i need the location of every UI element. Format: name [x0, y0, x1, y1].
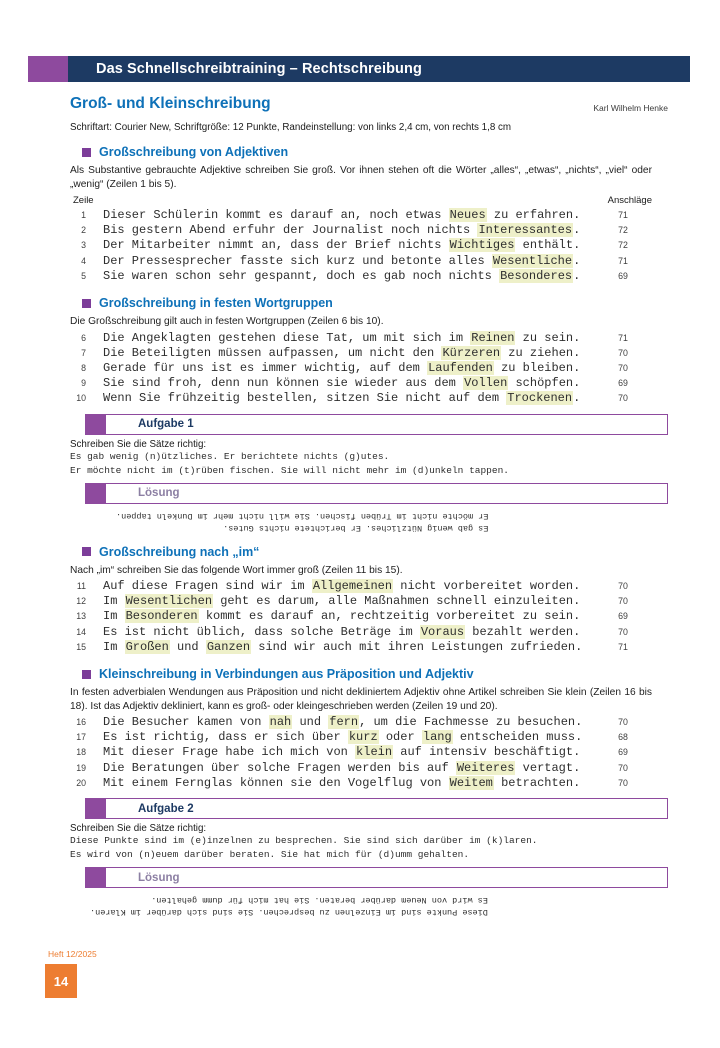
line-text-segment: Die Besucher kamen von	[103, 715, 269, 730]
line-text	[103, 331, 608, 346]
line-text	[103, 254, 608, 269]
typing-line	[70, 208, 668, 223]
line-text-segment: Dieser Schülerin kommt es darauf an, noch etwas	[103, 208, 449, 222]
stroke-count: 69	[618, 611, 628, 622]
issue-label: Heft 12/2025	[48, 949, 97, 959]
line-text	[103, 745, 608, 760]
section-heading	[82, 296, 668, 310]
line-text-segment: enthält.	[515, 238, 581, 253]
line-text	[103, 625, 608, 640]
highlighted-word: Interessantes	[478, 223, 573, 238]
typing-line	[70, 238, 668, 253]
line-number: 17	[76, 732, 86, 743]
header-title: Das Schnellschreibtraining – Rechtschreibung	[96, 61, 422, 77]
typing-lines	[70, 208, 668, 284]
solution-sentence: Es gab wenig Nützliches. Er berichtete nichts Gutes.	[222, 522, 488, 533]
section	[70, 145, 668, 284]
line-text-segment: .	[573, 391, 581, 406]
stroke-count: 70	[618, 762, 628, 773]
stroke-count: 70	[618, 362, 628, 373]
line-text	[103, 361, 608, 376]
highlighted-word: Laufenden	[428, 360, 493, 375]
column-label-anschlaege: Anschläge	[607, 195, 652, 206]
line-text-segment: zu erfahren.	[486, 208, 581, 222]
section-heading	[82, 545, 668, 559]
highlighted-word: Trockenen	[507, 391, 573, 406]
title-row	[70, 95, 668, 113]
header-bar	[68, 56, 690, 82]
section-heading-text: Kleinschreibung in Verbindungen aus Präposition und Adjektiv	[99, 667, 474, 682]
section-heading-text: Großschreibung von Adjektiven	[99, 145, 289, 159]
stroke-count: 70	[618, 393, 628, 404]
typing-line	[70, 223, 668, 238]
typing-lines	[70, 715, 668, 791]
stroke-count: 69	[618, 270, 628, 281]
task-sentence: Es wird von (n)euem darüber beraten. Sie hat mich für (d)umm gehalten.	[70, 849, 470, 861]
bullet-square-icon	[82, 148, 91, 157]
line-text	[103, 761, 608, 776]
line-number: 18	[76, 747, 86, 758]
highlighted-word: Ganzen	[206, 639, 251, 654]
solution-text-rotated	[116, 510, 488, 533]
line-text-segment: Mit einem Fernglas können sie den Vogelflug von	[103, 775, 449, 790]
line-number: 19	[76, 762, 86, 773]
line-text-segment: entscheiden muss.	[452, 730, 583, 745]
bullet-square-icon	[82, 670, 91, 679]
typing-line	[70, 361, 668, 376]
solution-header-box	[85, 483, 668, 504]
line-number: 10	[76, 393, 86, 404]
stroke-count: 70	[618, 777, 628, 788]
line-text-segment: Es ist richtig, dass er sich über	[103, 730, 348, 745]
line-text-segment: Die Angeklagten gestehen diese Tat, um mit sich im	[103, 330, 471, 345]
stroke-count: 71	[618, 332, 628, 343]
line-text-segment: Im	[103, 594, 125, 609]
typing-line	[70, 331, 668, 346]
line-text	[103, 238, 608, 253]
stroke-count: 70	[618, 717, 628, 728]
section-heading	[82, 667, 668, 681]
task-block	[70, 798, 668, 862]
highlighted-word: Reinen	[471, 330, 515, 345]
typing-line	[70, 346, 668, 361]
line-text-segment: Sie waren schon sehr gespannt, doch es gab noch nichts	[103, 268, 500, 283]
line-text-segment: Der Pressesprecher fasste sich kurz und betonte alles	[103, 253, 492, 268]
line-number: 15	[76, 641, 86, 652]
task-square-icon	[86, 799, 106, 818]
task-prompt: Schreiben Sie die Sätze richtig:	[70, 823, 207, 835]
line-text-segment: schöpfen.	[508, 376, 581, 391]
highlighted-word: Neues	[449, 208, 486, 222]
task-sentence: Er möchte nicht im (t)rüben fischen. Sie will nicht mehr im (d)unkeln tappen.	[70, 464, 509, 476]
line-text-segment: .	[573, 253, 581, 268]
section-intro: Nach „im“ schreiben Sie das folgende Wort immer groß (Zeilen 11 bis 15).	[70, 564, 403, 576]
line-number: 1	[81, 210, 86, 220]
line-number: 12	[76, 596, 86, 607]
highlighted-word: Weiteres	[456, 760, 515, 775]
line-text	[103, 776, 608, 791]
line-text-segment: , um die Fachmesse zu besuchen.	[359, 715, 583, 730]
line-text-segment: auf intensiv beschäftigt.	[393, 745, 581, 760]
solution-block	[70, 483, 668, 533]
highlighted-word: lang	[422, 730, 452, 745]
line-number: 4	[81, 255, 86, 266]
line-text	[103, 730, 608, 745]
stroke-count: 70	[618, 626, 628, 637]
section	[70, 667, 668, 791]
stroke-count: 70	[618, 581, 628, 592]
task-sentence: Diese Punkte sind im (e)inzelnen zu besprechen. Sie sind sich darüber im (k)laren.	[70, 835, 538, 847]
highlighted-word: Wichtiges	[449, 238, 515, 253]
typing-line	[70, 730, 668, 745]
highlighted-word: Allgemeinen	[312, 579, 393, 594]
stroke-count: 70	[618, 347, 628, 358]
typing-line	[70, 579, 668, 594]
solution-sentence: Er möchte nicht im Trüben fischen. Sie will nicht mehr im Dunkeln tappen.	[115, 511, 488, 522]
solution-label: Lösung	[138, 871, 180, 884]
line-number: 3	[81, 240, 86, 251]
solution-text-rotated	[90, 894, 488, 917]
line-text	[103, 376, 608, 391]
typing-line	[70, 269, 668, 284]
line-number: 8	[81, 362, 86, 373]
task-header-box	[85, 798, 668, 819]
typing-line	[70, 609, 668, 624]
task-square-icon	[86, 415, 106, 434]
page-title: Groß- und Kleinschreibung	[70, 95, 271, 112]
line-text-segment: Wenn Sie frühzeitig bestellen, sitzen Sie nicht auf dem	[103, 391, 507, 406]
content-area	[70, 95, 668, 917]
line-text	[103, 579, 608, 594]
line-text-segment: Im	[103, 639, 125, 654]
line-text	[103, 223, 608, 238]
task-sentence: Es gab wenig (n)ützliches. Er berichtete nichts (g)utes.	[70, 450, 390, 462]
typing-line	[70, 715, 668, 730]
line-text-segment: Gerade für uns ist es immer wichtig, auf dem	[103, 360, 428, 375]
line-text-segment: und	[169, 639, 206, 654]
highlighted-word: Voraus	[420, 624, 465, 639]
line-number: 9	[81, 378, 86, 389]
stroke-count: 68	[618, 732, 628, 743]
line-text-segment: .	[573, 223, 581, 238]
typing-line	[70, 391, 668, 406]
solution-square-icon	[86, 484, 106, 503]
highlighted-word: klein	[356, 745, 393, 760]
stroke-count: 71	[618, 641, 628, 652]
typing-line	[70, 254, 668, 269]
typing-line	[70, 594, 668, 609]
document-blocks	[70, 145, 668, 917]
line-text-segment: betrachten.	[493, 775, 581, 790]
task-prompt: Schreiben Sie die Sätze richtig:	[70, 438, 207, 450]
line-text-segment: oder	[378, 730, 422, 745]
line-text-segment: .	[573, 268, 581, 283]
stroke-count: 69	[618, 378, 628, 389]
task-label: Aufgabe 2	[138, 802, 194, 815]
line-text-segment: Im	[103, 609, 125, 624]
highlighted-word: Weitem	[449, 775, 493, 790]
line-text-segment: zu sein.	[515, 330, 581, 345]
solution-square-icon	[86, 868, 106, 887]
section-heading-text: Großschreibung in festen Wortgruppen	[99, 296, 333, 311]
section	[70, 545, 668, 656]
line-text-segment: bezahlt werden.	[465, 624, 581, 639]
solution-block	[70, 867, 668, 917]
line-text	[103, 269, 608, 284]
line-number: 6	[81, 332, 86, 343]
page-number-badge: 14	[45, 964, 77, 998]
line-text-segment: sind wir auch mit ihren Leistungen zufrieden.	[251, 639, 583, 654]
highlighted-word: Vollen	[464, 376, 508, 391]
line-number: 2	[81, 225, 86, 236]
section	[70, 296, 668, 407]
highlighted-word: fern	[329, 715, 359, 730]
typing-line	[70, 376, 668, 391]
stroke-count: 71	[618, 210, 628, 220]
line-text-segment: Mit dieser Frage habe ich mich von	[103, 745, 356, 760]
section-intro: Die Großschreibung gilt auch in festen Wortgruppen (Zeilen 6 bis 10).	[70, 316, 384, 328]
line-text	[103, 715, 608, 730]
typing-line	[70, 776, 668, 791]
solution-sentence: Diese Punkte sind im Einzelnen zu besprechen. Sie sind sich darüber im Klaren.	[90, 907, 488, 918]
line-number: 7	[81, 347, 86, 358]
stroke-count: 69	[618, 747, 628, 758]
line-text-segment: Der Mitarbeiter nimmt an, dass der Brief nichts	[103, 238, 449, 253]
bullet-square-icon	[82, 299, 91, 308]
task-label: Aufgabe 1	[138, 418, 194, 431]
solution-header-box	[85, 867, 668, 888]
solution-label: Lösung	[138, 487, 180, 500]
line-text-segment: Bis gestern Abend erfuhr der Journalist noch nichts	[103, 223, 478, 238]
line-text-segment: Die Beteiligten müssen aufpassen, um nicht den	[103, 345, 442, 360]
line-text-segment: nicht vorbereitet worden.	[393, 579, 581, 594]
typing-line	[70, 745, 668, 760]
typing-line	[70, 640, 668, 655]
column-headers	[70, 195, 652, 206]
line-number: 14	[76, 626, 86, 637]
typing-line	[70, 625, 668, 640]
line-text	[103, 346, 608, 361]
line-text-segment: Es ist nicht üblich, dass solche Beträge im	[103, 624, 420, 639]
line-number: 5	[81, 270, 86, 281]
line-number: 13	[76, 611, 86, 622]
line-text-segment: vertagt.	[515, 760, 581, 775]
line-text	[103, 609, 608, 624]
task-block	[70, 414, 668, 478]
line-text-segment: Sie sind froh, denn nun können sie wieder aus dem	[103, 376, 464, 391]
line-text	[103, 594, 608, 609]
line-text-segment: zu ziehen.	[501, 345, 581, 360]
highlighted-word: Besonderes	[500, 268, 573, 283]
stroke-count: 72	[618, 225, 628, 236]
line-text-segment: kommt es darauf an, rechtzeitig vorbereitet zu sein.	[198, 609, 581, 624]
highlighted-word: nah	[269, 715, 292, 730]
line-text	[103, 391, 608, 406]
section-heading	[82, 145, 668, 159]
line-text-segment: und	[292, 715, 329, 730]
highlighted-word: kurz	[348, 730, 378, 745]
stroke-count: 70	[618, 596, 628, 607]
column-label-zeile: Zeile	[73, 195, 94, 206]
section-intro: Als Substantive gebrauchte Adjektive schreiben Sie groß. Vor ihnen stehen oft die Wörter „alles“, „etwas“, „nichts“, „viel“ oder „wenig“ (Zeilen 1 bis 5).	[70, 165, 652, 190]
line-number: 11	[76, 581, 86, 592]
task-header-box	[85, 414, 668, 435]
line-text-segment: zu bleiben.	[493, 360, 581, 375]
stroke-count: 72	[618, 240, 628, 251]
highlighted-word: Wesentlichen	[125, 594, 213, 609]
line-text-segment: Die Beratungen über solche Fragen werden bis auf	[103, 760, 456, 775]
bullet-square-icon	[82, 547, 91, 556]
line-number: 20	[76, 777, 86, 788]
page-header-bar	[28, 56, 690, 82]
line-text-segment: geht es darum, alle Maßnahmen schnell einzuleiten.	[213, 594, 581, 609]
line-text	[103, 208, 608, 223]
line-text	[103, 640, 608, 655]
highlighted-word: Besonderen	[125, 609, 198, 624]
highlighted-word: Kürzeren	[442, 345, 501, 360]
author-name: Karl Wilhelm Henke	[593, 103, 668, 113]
typing-lines	[70, 331, 668, 407]
solution-sentence: Es wird von Neuem darüber beraten. Sie hat mich für dumm gehalten.	[151, 895, 488, 906]
line-text-segment: Auf diese Fragen sind wir im	[103, 579, 312, 594]
line-number: 16	[76, 717, 86, 728]
stroke-count: 71	[618, 255, 628, 266]
typing-line	[70, 761, 668, 776]
section-heading-text: Großschreibung nach „im“	[99, 544, 260, 559]
highlighted-word: Wesentliche	[492, 253, 573, 268]
highlighted-word: Großen	[125, 639, 169, 654]
typing-lines	[70, 579, 668, 655]
font-settings-note: Schriftart: Courier New, Schriftgröße: 12 Punkte, Randeinstellung: von links 2,4 cm, von rechts 1,8 cm	[70, 122, 512, 133]
header-accent-square	[28, 56, 68, 82]
section-intro: In festen adverbialen Wendungen aus Präposition und nicht dekliniertem Adjektiv ohne Artikel schreiben Sie klein (Zeilen 16 bis 18). Ist das Adjektiv dekliniert, kann es groß- oder kleingeschrieben werden (Zeilen 19 und 20).	[70, 687, 652, 712]
